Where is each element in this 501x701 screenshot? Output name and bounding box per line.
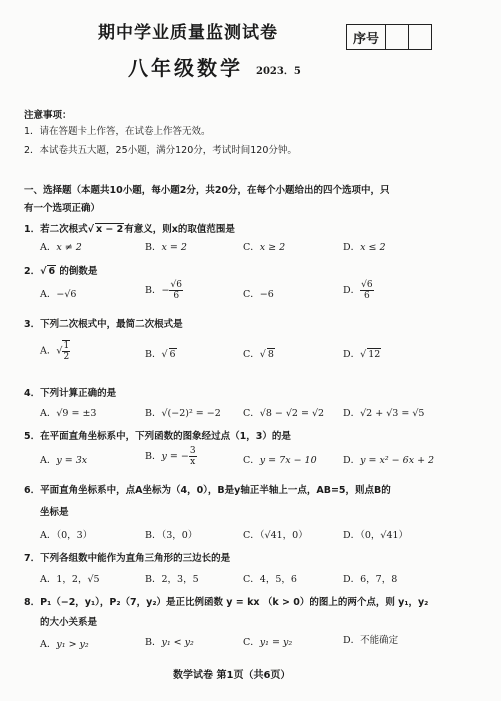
q2-option-b: B．− $\frac{√6}{6}$ (145, 280, 182, 301)
q2-option-c: C．−6 (243, 289, 274, 300)
note-item: 2．本试卷共五大题，25小题，满分120分，考试时间120分钟。 (24, 145, 297, 156)
q5-option-a: A．y = 3x (40, 455, 88, 466)
q1-option-d: D．x ≤ 2 (343, 242, 386, 253)
question-5-stem: 5．在平面直角坐标系中，下列函数的图象经过点（1，3）的是 (24, 431, 291, 442)
q8-option-d: D．不能确定 (343, 635, 399, 646)
q4-option-b: B．√(−2)² = −2 (145, 408, 221, 419)
q4-option-a: A．√9 = ±3 (40, 408, 97, 419)
q4-option-c: C．√8 − √2 = √2 (243, 408, 325, 419)
q5-option-b: B．y = − $\frac{3}{x}$ (145, 446, 196, 467)
q2-option-d: D． $\frac{√6}{6}$ (343, 280, 373, 301)
note-item: 1．请在答题卡上作答，在试卷上作答无效。 (24, 126, 211, 137)
question-8-stem: 8．P₁（−2，y₁），P₂（7，y₂）是正比例函数 y = kx （k > 0）的图上的两个点，则 y₁，y₂ (24, 597, 429, 608)
exam-date: 2023．5 (256, 66, 301, 77)
q1-option-a: A．x ≠ 2 (40, 242, 82, 253)
notes-heading: 注意事项： (24, 110, 72, 121)
q5-option-c: C．y = 7x − 10 (243, 455, 317, 466)
sequence-label: 序号 (347, 25, 386, 49)
q3-option-c: C．√ 8 (243, 349, 274, 360)
q8-option-b: B．y₁ < y₂ (145, 637, 194, 648)
q5-option-d: D．y = x² − 6x + 2 (343, 455, 435, 466)
q1-option-c: C．x ≥ 2 (243, 242, 286, 253)
question-6-stem-cont: 坐标是 (40, 507, 69, 518)
section-heading: 一、选择题（本题共10小题，每小题2分，共20分，在每个小题给出的四个选项中，只 (24, 185, 390, 196)
q7-option-b: B．2，3，5 (145, 574, 199, 585)
q7-option-d: D．6，7，8 (343, 574, 398, 585)
question-7-stem: 7．下列各组数中能作为直角三角形的三边长的是 (24, 553, 231, 564)
q7-option-a: A．1，2，√5 (40, 574, 100, 585)
section-heading-cont: 有一个选项正确） (24, 203, 101, 214)
q3-option-a: A．√ $\frac{1}{2}$ (40, 341, 70, 362)
page-footer: 数学试卷 第1页（共6页） (173, 670, 291, 681)
sequence-cell (386, 25, 409, 49)
q6-option-b: B．（3，0） (145, 530, 198, 541)
q2-option-a: A．−√6 (40, 289, 77, 300)
q4-option-d: D．√2 + √3 = √5 (343, 408, 425, 419)
exam-subtitle: 八年级数学 (128, 56, 243, 80)
question-4-stem: 4．下列计算正确的是 (24, 388, 117, 399)
q6-option-d: D．（0，√41） (343, 530, 409, 541)
q8-option-a: A．y₁ > y₂ (40, 639, 89, 650)
q3-option-b: B．√ 6 (145, 349, 176, 360)
question-6-stem: 6．平面直角坐标系中，点A坐标为（4，0），B是y轴正半轴上一点，AB=5，则点B的 (24, 485, 391, 496)
exam-title: 期中学业质量监测试卷 (98, 23, 278, 43)
question-1-stem: 1．若二次根式√ x − 2有意义，则x的取值范围是 (24, 224, 235, 235)
question-8-stem-cont: 的大小关系是 (40, 617, 98, 628)
q6-option-c: C．（√41，0） (243, 530, 308, 541)
q3-option-d: D．√ 12 (343, 349, 381, 360)
sequence-cell (409, 25, 431, 49)
question-2-stem: 2．√ 6 的倒数是 (24, 266, 98, 277)
q8-option-c: C．y₁ = y₂ (243, 637, 293, 648)
question-3-stem: 3．下列二次根式中，最简二次根式是 (24, 319, 183, 330)
q7-option-c: C．4，5，6 (243, 574, 297, 585)
q6-option-a: A．（0，3） (40, 530, 93, 541)
q1-option-b: B．x = 2 (145, 242, 187, 253)
sequence-number-box (346, 24, 432, 50)
